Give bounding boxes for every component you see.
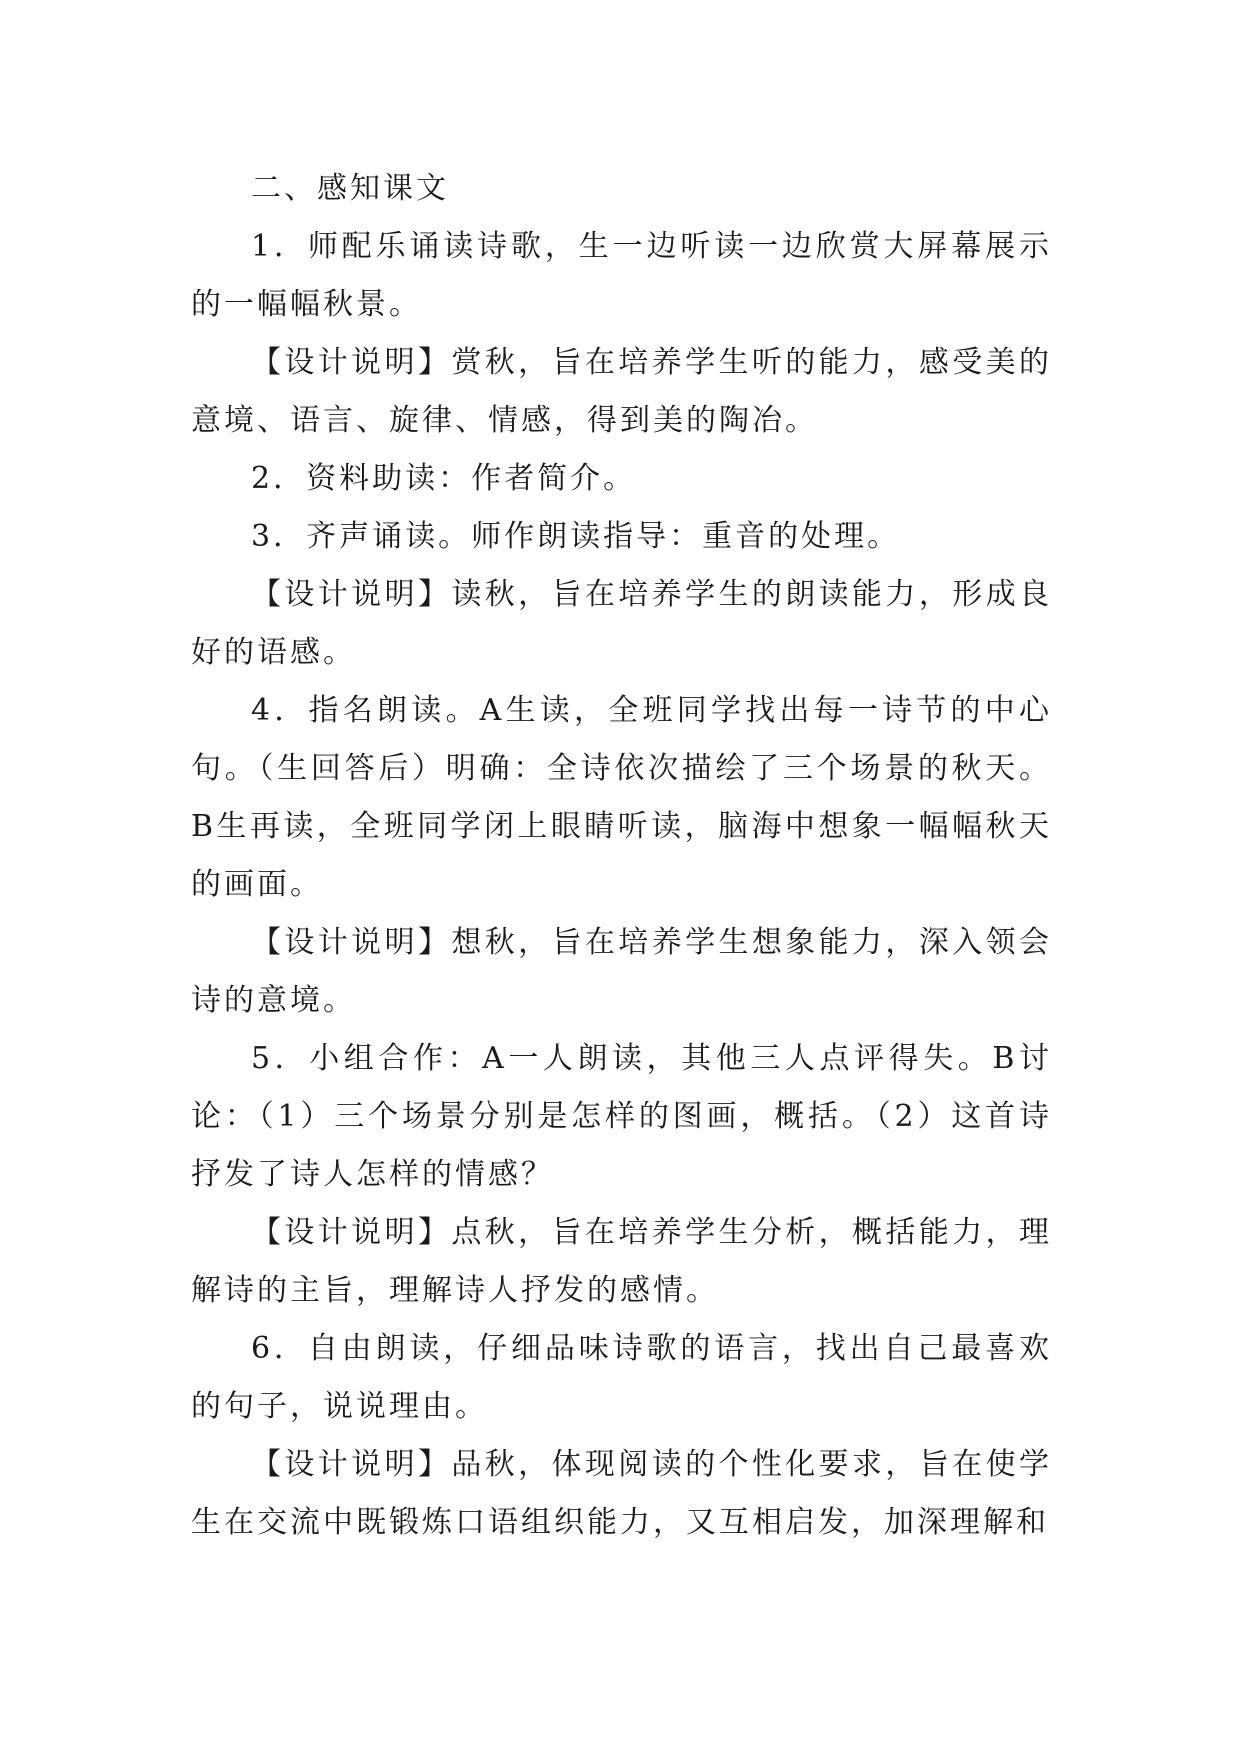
paragraph-step-4: 4．指名朗读。A生读，全班同学找出每一诗节的中心句。（生回答后）明确：全诗依次描绘了三个场景的秋天。B生再读，全班同学闭上眼睛听读，脑海中想象一幅幅秋天的画面。 <box>191 693 1052 902</box>
paragraph-design-note-3: 【设计说明】想秋，旨在培养学生想象能力，深入领会诗的意境。 <box>191 925 1052 1018</box>
paragraph-step-2: 2．资料助读：作者简介。 <box>251 461 637 496</box>
paragraph-step-1: 1．师配乐诵读诗歌，生一边听读一边欣赏大屏幕展示的一幅幅秋景。 <box>191 229 1052 322</box>
paragraph-step-3: 3．齐声诵读。师作朗读指导：重音的处理。 <box>251 519 901 554</box>
paragraph-design-note-2: 【设计说明】读秋，旨在培养学生的朗读能力，形成良好的语感。 <box>191 577 1052 670</box>
document-body <box>191 160 1052 1552</box>
paragraph-step-5: 5．小组合作：A一人朗读，其他三人点评得失。B讨论：（1）三个场景分别是怎样的图画，概括。（2）这首诗抒发了诗人怎样的情感？ <box>191 1041 1052 1192</box>
paragraph-step-6: 6．自由朗读，仔细品味诗歌的语言，找出自己最喜欢的句子，说说理由。 <box>191 1331 1052 1424</box>
paragraph-design-note-1: 【设计说明】赏秋，旨在培养学生听的能力，感受美的意境、语言、旋律、情感，得到美的陶冶。 <box>191 345 1052 438</box>
paragraph-design-note-4: 【设计说明】点秋，旨在培养学生分析，概括能力，理解诗的主旨，理解诗人抒发的感情。 <box>191 1215 1052 1308</box>
section-heading: 二、感知课文 <box>251 171 449 206</box>
paragraph-design-note-5: 【设计说明】品秋，体现阅读的个性化要求，旨在使学生在交流中既锻炼口语组织能力，又互相启发，加深理解和 <box>191 1447 1052 1540</box>
